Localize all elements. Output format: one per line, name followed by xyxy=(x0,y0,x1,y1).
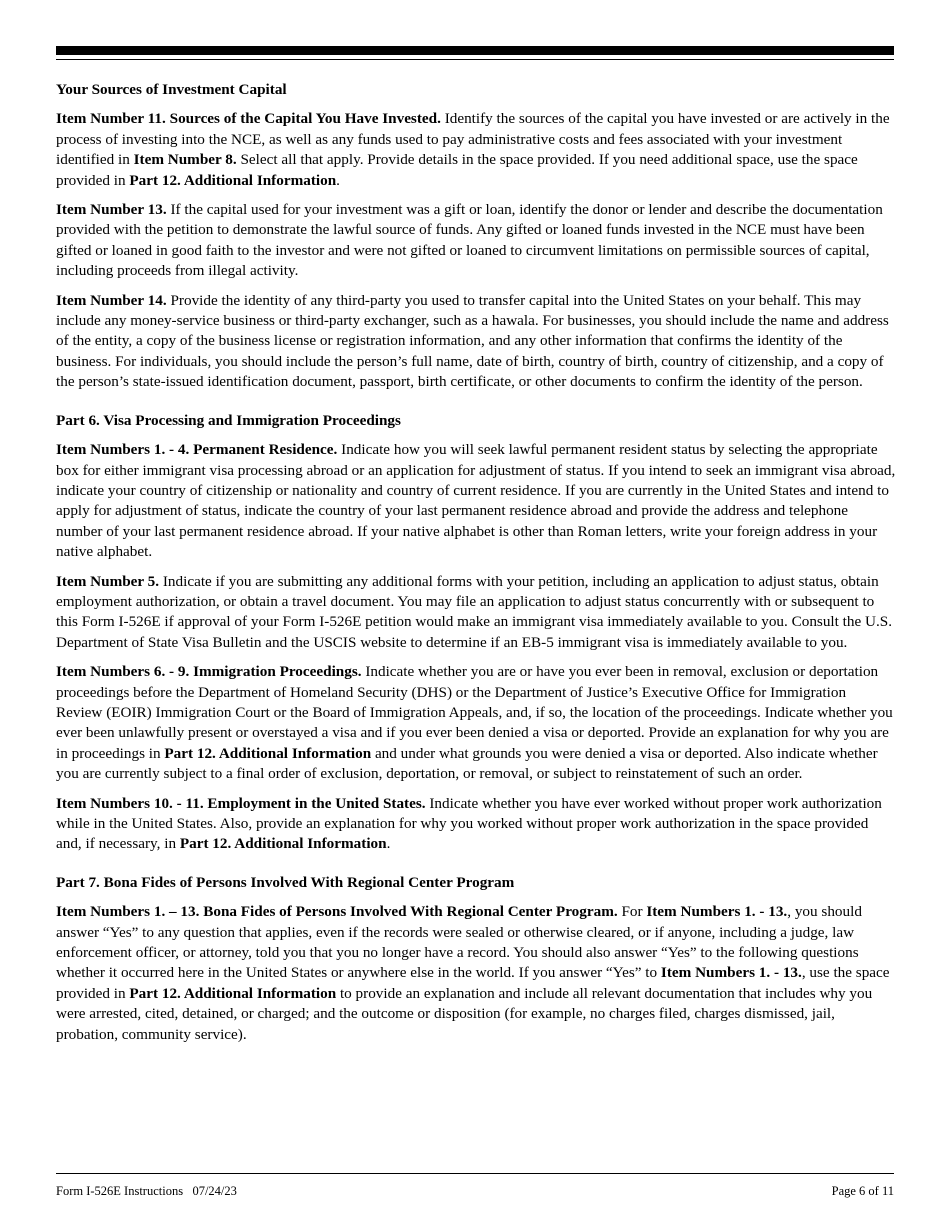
item-lead: Item Numbers 6. - 9. Immigration Proceedings. xyxy=(56,663,362,681)
paragraph-text: to provide an explanation and include all relevant documentation that includes why you were arrested, cited, detained, or charged; and the outcome or disposition (for example, no charges filed, charges dismissed, jail, probation, community service). xyxy=(56,984,873,1043)
paragraph-text: Indicate whether you have ever worked without proper work authorization while in the United States. Also, provide an explanation for why you worked without proper work authorization in the space provided and, if necessary, in xyxy=(56,794,882,853)
page-content xyxy=(56,80,896,1054)
section-heading-part-7: Part 7. Bona Fides of Persons Involved With Regional Center Program xyxy=(56,873,515,891)
paragraph-text: Identify the sources of the capital you have invested or are actively in the process of investing into the NCE, as well as any funds used to pay administrative costs and fees associated with your investment identified in xyxy=(56,110,890,169)
bold-reference: Part 12. Additional Information xyxy=(129,171,337,189)
bold-reference: Part 12. Additional Information xyxy=(179,835,387,853)
paragraph-items-10-11 xyxy=(56,794,896,855)
item-lead: Item Number 5. xyxy=(56,572,160,590)
paragraph-text: and under what grounds you were denied a visa or deported. Also indicate whether you are currently subject to a final order of exclusion, deportation, or removal, or subject to reinstatement of such an order. xyxy=(56,744,878,783)
paragraph-items-6-9 xyxy=(56,662,896,784)
paragraph-item-13 xyxy=(56,200,896,282)
bold-reference: Part 12. Additional Information xyxy=(129,984,337,1002)
paragraph-text: Select all that apply. Provide details in the space provided. If you need additional space, use the space provided in xyxy=(56,151,858,189)
paragraph-text: Indicate if you are submitting any additional forms with your petition, including an application to adjust status, obtain employment authorization, or obtain a travel document. You may file an application to adjust status concurrently with or subsequent to this Form I-526E if approval of your Form I-526E petition would make an immigrant visa immediately available to you. Consult the U.S. Department of State Visa Bulletin and the USCIS website to determine if an EB-5 immigrant visa is immediately available to you. xyxy=(56,572,893,651)
footer-rule xyxy=(56,1173,894,1174)
paragraph-text: , use the space provided in xyxy=(56,964,890,1002)
paragraph-text: Provide the identity of any third-party you used to transfer capital into the United States on your behalf. This may include any money-service business or third-party exchanger, such as a hawala. For businesses, you should include the name and address of the entity, a copy of the business license or registration information, and any other information that confirms the identity of the business. For individuals, you should include the person’s full name, date of birth, country of birth, country of citizenship, and a copy of the person’s state-issued identification document, passport, birth certificate, or other documents to confirm the identity of the person. xyxy=(56,291,889,391)
bold-reference: Item Numbers 1. - 13. xyxy=(646,903,788,921)
top-thick-rule xyxy=(56,46,894,55)
bold-reference: Part 12. Additional Information xyxy=(164,744,372,762)
paragraph-items-1-13 xyxy=(56,902,896,1045)
footer-form-id: Form I-526E Instructions 07/24/23 xyxy=(56,1184,237,1198)
item-lead: Item Number 11. Sources of the Capital You Have Invested. xyxy=(56,110,441,128)
paragraph-item-11 xyxy=(56,109,896,191)
footer-page-number: Page 6 of 11 xyxy=(831,1184,894,1198)
paragraph-text: . xyxy=(386,835,391,853)
section-heading-investment-capital: Your Sources of Investment Capital xyxy=(56,81,287,98)
paragraph-text: Indicate how you will seek lawful permanent resident status by selecting the appropriate box for either immigrant visa processing abroad or an application for adjustment of status. If you intend to seek an immigrant visa abroad, indicate your country of citizenship or nationality and country of current residence. If you are currently in the United States and intend to apply for adjustment of status, indicate the country of your last permanent residence abroad and provide the address and telephone number of your last permanent residence abroad. If your native alphabet is other than Roman letters, write your foreign address in your native alphabet. xyxy=(56,441,896,561)
item-lead: Item Number 14. xyxy=(56,291,167,309)
paragraph-items-1-4 xyxy=(56,440,896,562)
paragraph-text: If the capital used for your investment was a gift or loan, identify the donor or lender and describe the documentation provided with the petition to demonstrate the lawful source of funds. Any gifted or loaned funds invested in the NCE must have been gifted or loaned in good faith to the investor and were not gifted or loaned to circumvent limitations on permissible sources of capital, including proceeds from illegal activity. xyxy=(56,201,883,280)
paragraph-text: For xyxy=(617,903,647,921)
top-thin-rule xyxy=(56,59,894,60)
bold-reference: Item Numbers 1. - 13. xyxy=(660,964,802,982)
paragraph-text: , you should answer “Yes” to any question that applies, even if the records were sealed or otherwise cleared, or if anyone, including a judge, law enforcement officer, or attorney, told you that you no longer have a record. You should also answer “Yes” to the following questions whether it occurred here in the United States or anywhere else in the world. If you answer “Yes” to xyxy=(56,903,862,982)
paragraph-text: Indicate whether you are or have you ever been in removal, exclusion or deportation proceedings before the Department of Homeland Security (DHS) or the Department of Justice’s Executive Office for Immigration Review (EOIR) Immigration Court or the Board of Immigration Appeals, and, if so, the location of the proceedings. Indicate whether you ever been unlawfully present or overstayed a visa and if you ever been denied a visa or deported. Provide an explanation for why you are in proceedings in xyxy=(56,663,893,762)
paragraph-text: . xyxy=(336,171,340,189)
item-lead: Item Numbers 1. - 4. Permanent Residence. xyxy=(56,441,338,459)
paragraph-item-14 xyxy=(56,291,896,393)
item-lead: Item Numbers 10. - 11. Employment in the United States. xyxy=(56,794,426,812)
item-lead: Item Numbers 1. – 13. Bona Fides of Persons Involved With Regional Center Program. xyxy=(56,903,618,921)
paragraph-item-5 xyxy=(56,572,896,654)
bold-reference: Item Number 8. xyxy=(133,151,237,169)
section-heading-part-6: Part 6. Visa Processing and Immigration Proceedings xyxy=(56,411,401,429)
item-lead: Item Number 13. xyxy=(56,201,167,219)
